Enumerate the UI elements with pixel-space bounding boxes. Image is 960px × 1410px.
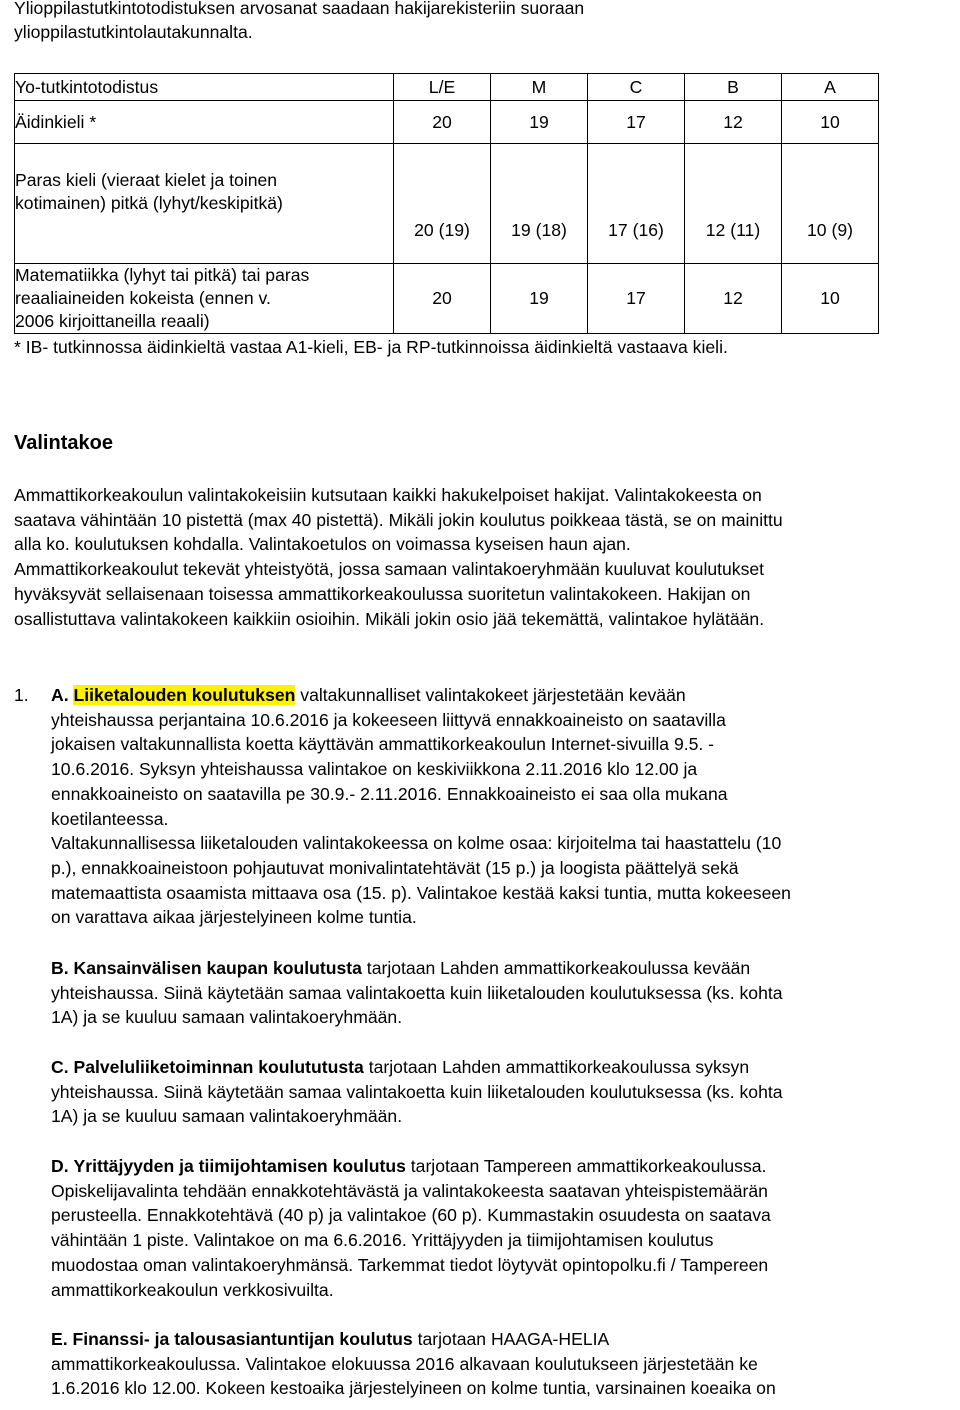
paragraph-line: hyväksyvät sellaisenaan toisessa ammattikorkeakoulussa suoritetun valintakokeen. Hakijan on [14, 583, 751, 604]
grade-cell: 10 [782, 101, 879, 144]
list-item-heading [51, 1154, 960, 1179]
item-line: 10.6.2016. Syksyn yhteishaussa valintakoe on keskiviikkona 2.11.2016 klo 12.00 ja [51, 759, 698, 780]
section-paragraph [14, 483, 960, 631]
item-bold-title: Kansainvälisen kaupan koulutusta [73, 958, 362, 978]
item-first-line-rest: tarjotaan Tampereen ammattikorkeakoulussa. [405, 1156, 767, 1176]
item-line: ennakkoaineisto on saatavilla pe 30.9.- 2.11.2016. Ennakkoaineisto ei saa olla mukana [51, 783, 728, 804]
grade-header-cell: B [685, 74, 782, 101]
grade-header-cell: A [782, 74, 879, 101]
item-line: matemaattista osaamista mittaava osa (15. p). Valintakoe kestää kaksi tuntia, mutta kokeeseen [51, 882, 791, 903]
item-line: koetilanteessa. [51, 808, 169, 829]
item-line: perusteella. Ennakkotehtävä (40 p) ja valintakoe (60 p). Kummastakin osuudesta on saatava [51, 1205, 771, 1226]
grade-row-label [15, 264, 394, 334]
intro-line: ylioppilastutkintolautakunnalta. [14, 22, 253, 42]
item-bold-title: Finanssi- ja talousasiantuntijan koulutus [72, 1329, 413, 1349]
item-line: jokaisen valtakunnallista koetta käyttävän ammattikorkeakoulun Internet-sivuilla 9.5. - [51, 734, 715, 755]
item-letter: D. [51, 1156, 69, 1176]
grade-row-label-line: Matematiikka (lyhyt tai pitkä) tai paras [15, 265, 310, 285]
item-line: ammattikorkeakoulussa. Valintakoe elokuussa 2016 alkavaan koulutukseen järjestetään ke [51, 1353, 758, 1374]
item-letter: E. [51, 1329, 68, 1349]
item-line: on varattava aikaa järjestelyineen kolme tuntia. [51, 907, 417, 928]
grade-header-cell: L/E [394, 74, 491, 101]
item-line: 1A) ja se kuuluu samaan valintakoeryhmään. [51, 1106, 403, 1127]
grade-table [14, 73, 879, 334]
grade-header-cell: M [491, 74, 588, 101]
list-number: 1. [14, 685, 29, 705]
item-first-line-rest: tarjotaan HAAGA-HELIA [412, 1329, 610, 1349]
item-line: ammattikorkeakoulun verkkosivuilta. [51, 1279, 334, 1300]
list-item-b [51, 956, 960, 1030]
item-bold-title: Liiketalouden koulutuksen [73, 685, 296, 705]
item-line: yhteishaussa. Siinä käytetään samaa valintakoetta kuin liiketalouden koulutuksessa (ks. kohta [51, 1081, 783, 1102]
item-bold-title: Palveluliiketoiminnan koulututusta [73, 1057, 364, 1077]
intro-line: Ylioppilastutkintotodistuksen arvosanat saadaan hakijarekisteriin suoraan [14, 0, 585, 18]
item-line: 1.6.2016 klo 12.00. Kokeen kestoaika järjestelyineen on kolme tuntia, varsinainen koeaika on [51, 1378, 776, 1399]
item-first-line-rest: tarjotaan Lahden ammattikorkeakoulussa syksyn [363, 1057, 750, 1077]
grade-cell: 20 [394, 264, 491, 334]
item-line: p.), ennakkoaineistoon pohjautuvat monivalintatehtävät (15 p.) ja loogista päättelyä sekä [51, 857, 739, 878]
grade-cell: 12 [685, 101, 782, 144]
grade-cell: 10 (9) [782, 144, 879, 264]
list-item-e [51, 1327, 960, 1401]
grade-table-row [15, 264, 879, 334]
grade-table-row [15, 144, 879, 264]
list-item-heading [51, 956, 960, 981]
grade-cell: 19 [491, 264, 588, 334]
list-item-heading [51, 683, 960, 708]
grade-cell: 10 [782, 264, 879, 334]
grade-cell: 19 (18) [491, 144, 588, 264]
grade-row-label: Äidinkieli * [15, 101, 394, 144]
item-bold-title: Yrittäjyyden ja tiimijohtamisen koulutus [73, 1156, 406, 1176]
section-title: Valintakoe [14, 432, 113, 454]
grade-table-header-label: Yo-tutkintotodistus [15, 74, 394, 101]
grade-row-label-line: Paras kieli (vieraat kielet ja toinen [15, 170, 278, 190]
list-item-heading [51, 1327, 960, 1352]
paragraph-line: osallistuttava valintakokeen kaikkiin osioihin. Mikäli jokin osio jää tekemättä, valintakoe hylätään. [14, 608, 765, 629]
grade-row-label-line: kotimainen) pitkä (lyhyt/keskipitkä) [15, 193, 283, 213]
grade-cell: 12 [685, 264, 782, 334]
item-line: yhteishaussa. Siinä käytetään samaa valintakoetta kuin liiketalouden koulutuksessa (ks. kohta [51, 982, 783, 1003]
paragraph-line: Ammattikorkeakoulun valintakokeisiin kutsutaan kaikki hakukelpoiset hakijat. Valintakokeesta on [14, 485, 762, 505]
grade-cell: 12 (11) [685, 144, 782, 264]
item-first-line-rest: valtakunnalliset valintakokeet järjestetään kevään [295, 685, 686, 705]
grade-cell: 17 [588, 101, 685, 144]
intro-paragraph [14, 0, 584, 44]
grade-header-cell: C [588, 74, 685, 101]
list-item-c [51, 1055, 960, 1129]
grade-cell: 20 [394, 101, 491, 144]
item-line: yhteishaussa perjantaina 10.6.2016 ja kokeeseen liittyvä ennakkoaineisto on saatavilla [51, 709, 726, 730]
grade-row-label-line: reaaliaineiden kokeista (ennen v. [15, 288, 271, 308]
grade-cell: 17 [588, 264, 685, 334]
item-letter: A. [51, 685, 69, 705]
item-line: Valtakunnallisessa liiketalouden valintakokeessa on kolme osaa: kirjoitelma tai haastattelu (10 [51, 833, 782, 854]
item-line: 1A) ja se kuuluu samaan valintakoeryhmään. [51, 1007, 403, 1028]
paragraph-line: Ammattikorkeakoulut tekevät yhteistyötä, jossa samaan valintakoeryhmään kuuluvat koulutukset [14, 559, 765, 580]
grade-cell: 20 (19) [394, 144, 491, 264]
item-line: vähintään 1 piste. Valintakoe on ma 6.6.2016. Yrittäjyyden ja tiimijohtamisen koulutus [51, 1230, 714, 1251]
paragraph-line: saatava vähintään 10 pistettä (max 40 pistettä). Mikäli jokin koulutus poikkeaa tästä, se on mainittu [14, 509, 783, 530]
item-first-line-rest: tarjotaan Lahden ammattikorkeakoulussa kevään [361, 958, 751, 978]
grade-row-label [15, 144, 394, 264]
grade-cell: 19 [491, 101, 588, 144]
grade-table-row [15, 101, 879, 144]
grade-row-label-line: 2006 kirjoittaneilla reaali) [15, 311, 210, 331]
item-line: Opiskelijavalinta tehdään ennakkotehtävästä ja valintakokeesta saatavan yhteispistemäärän [51, 1180, 768, 1201]
grade-table-header-row [15, 74, 879, 101]
list-item-heading [51, 1055, 960, 1080]
item-line: muodostaa oman valintakoeryhmänsä. Tarkemmat tiedot löytyvät opintopolku.fi / Tampereen [51, 1254, 769, 1275]
paragraph-line: alla ko. koulutuksen kohdalla. Valintakoetulos on voimassa kyseisen haun ajan. [14, 534, 631, 555]
grade-cell: 17 (16) [588, 144, 685, 264]
list-item-d [51, 1154, 960, 1302]
item-letter: B. [51, 958, 69, 978]
list-item-a [51, 683, 960, 930]
item-letter: C. [51, 1057, 69, 1077]
table-footnote: * IB- tutkinnossa äidinkieltä vastaa A1-kieli, EB- ja RP-tutkinnoissa äidinkieltä vastaava kieli. [14, 337, 728, 357]
